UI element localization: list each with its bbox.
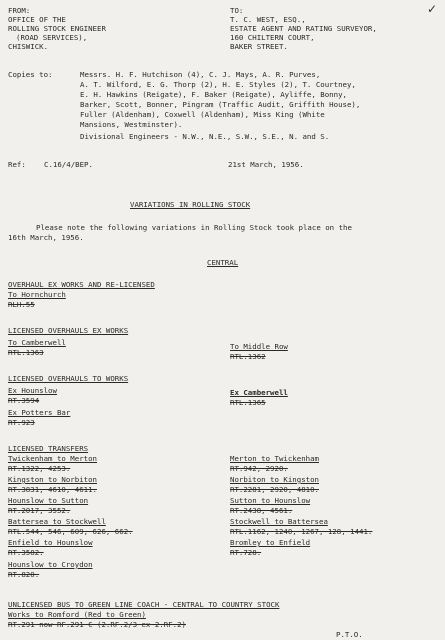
vehicle-item: RT.2017, 3552. <box>8 506 71 515</box>
to-line: BAKER STREET. <box>230 42 288 51</box>
destination: To Camberwell <box>8 338 66 347</box>
region-heading: CENTRAL <box>207 258 239 267</box>
destination: To Middle Row <box>230 342 288 351</box>
vehicle-item: RTL.1162, 1240, 1267, 128, 1441. <box>230 527 373 536</box>
destination: Ex Potters Bar <box>8 408 71 417</box>
ref-label: Ref: <box>8 160 26 169</box>
transfer-route: Hounslow to Croydon <box>8 560 93 569</box>
from-line: ROLLING STOCK ENGINEER <box>8 24 106 33</box>
section-heading: UNLICENSED BUS TO GREEN LINE COACH - CENTRAL TO COUNTRY STOCK <box>8 600 280 609</box>
from-label: FROM: <box>8 6 31 15</box>
vehicle-item: RT.2281, 2920, 4810. <box>230 485 319 494</box>
copies-line: A. T. Wilford, E. G. Thorp (2), H. E. Styles (2), T. Courtney, <box>80 80 356 89</box>
transfer-route: Hounslow to Sutton <box>8 496 89 505</box>
transfer-route: Stockwell to Battersea <box>230 517 328 526</box>
vehicle-item: RTL.544, 546, 609, 626, 662. <box>8 527 133 536</box>
ref-value: C.16/4/BEP. <box>44 160 93 169</box>
vehicle-item: RT.2438, 4561. <box>230 506 293 515</box>
vehicle-item: RT.923 <box>8 418 35 427</box>
copies-line: Divisional Engineers - N.W., N.E., S.W., S.E., N. and S. <box>80 132 330 141</box>
intro-line: Please note the following variations in Rolling Stock took place on the <box>36 223 352 232</box>
transfer-route: Twickenham to Merton <box>8 454 97 463</box>
transfer-route: Kingston to Norbiton <box>8 475 97 484</box>
copies-label: Copies to: <box>8 70 53 79</box>
checkmark-annotation: ✓ <box>426 2 437 16</box>
to-line: 160 CHILTERN COURT, <box>230 33 315 42</box>
destination: Ex Camberwell <box>230 388 288 397</box>
pto-note: P.T.O. <box>336 630 363 639</box>
vehicle-item: RT.3831, 4610, 4611. <box>8 485 97 494</box>
destination: Works to Romford (Red to Green) <box>8 610 146 619</box>
vehicle-item: RTL.1362 <box>230 352 266 361</box>
transfer-route: Sutton to Hounslow <box>230 496 311 505</box>
vehicle-item: RT.3582. <box>8 548 44 557</box>
ref-date: 21st March, 1956. <box>228 160 304 169</box>
copies-line: Fuller (Aldenham), Coxwell (Aldenham), Miss King (White <box>80 110 325 119</box>
copies-line: Mansions, Westminster). <box>80 120 183 129</box>
section-heading: LICENSED OVERHAULS EX WORKS <box>8 326 129 335</box>
transfer-route: Enfield to Hounslow <box>8 538 93 547</box>
vehicle-item: RT.1322, 4253. <box>8 464 71 473</box>
section-heading: LICENSED OVERHAULS TO WORKS <box>8 374 129 383</box>
from-line: CHISWICK. <box>8 42 49 51</box>
vehicle-item: RT.3594 <box>8 396 40 405</box>
from-line: (ROAD SERVICES), <box>16 33 88 42</box>
copies-line: E. H. Hawkins (Reigate), F. Baker (Reigate), Ayliffe, Bonny, <box>80 90 347 99</box>
vehicle-item: RT.728. <box>230 548 262 557</box>
vehicle-item: RT.291 now RF.291 C (2.RF.2/3 ex 2.RF.2) <box>8 620 186 629</box>
destination: Ex Hounslow <box>8 386 57 395</box>
section-heading: LICENSED TRANSFERS <box>8 444 89 453</box>
vehicle-item: RT.820. <box>8 570 40 579</box>
destination: To Hornchurch <box>8 290 66 299</box>
vehicle-item: RTL.1363 <box>8 348 44 357</box>
to-line: ESTATE AGENT AND RATING SURVEYOR, <box>230 24 377 33</box>
intro-line: 16th March, 1956. <box>8 233 84 242</box>
transfer-route: Bromley to Enfield <box>230 538 311 547</box>
transfer-route: Merton to Twickenham <box>230 454 319 463</box>
to-label: TO: <box>230 6 244 15</box>
vehicle-item: RT.942, 2920. <box>230 464 288 473</box>
to-line: T. C. WEST, ESQ., <box>230 15 306 24</box>
transfer-route: Norbiton to Kingston <box>230 475 319 484</box>
copies-line: Barker, Scott, Bonner, Pingram (Traffic Audit, Griffith House), <box>80 100 361 109</box>
transfer-route: Battersea to Stockwell <box>8 517 106 526</box>
section-heading: OVERHAUL EX WORKS AND RE-LICENSED <box>8 280 155 289</box>
vehicle-item: RTL.1365 <box>230 398 266 407</box>
from-line: OFFICE OF THE <box>8 15 66 24</box>
vehicle-item: RLH.55 <box>8 300 35 309</box>
document-title: VARIATIONS IN ROLLING STOCK <box>130 200 251 209</box>
copies-line: Messrs. H. F. Hutchison (4), C. J. Mays, A. R. Purves, <box>80 70 321 79</box>
